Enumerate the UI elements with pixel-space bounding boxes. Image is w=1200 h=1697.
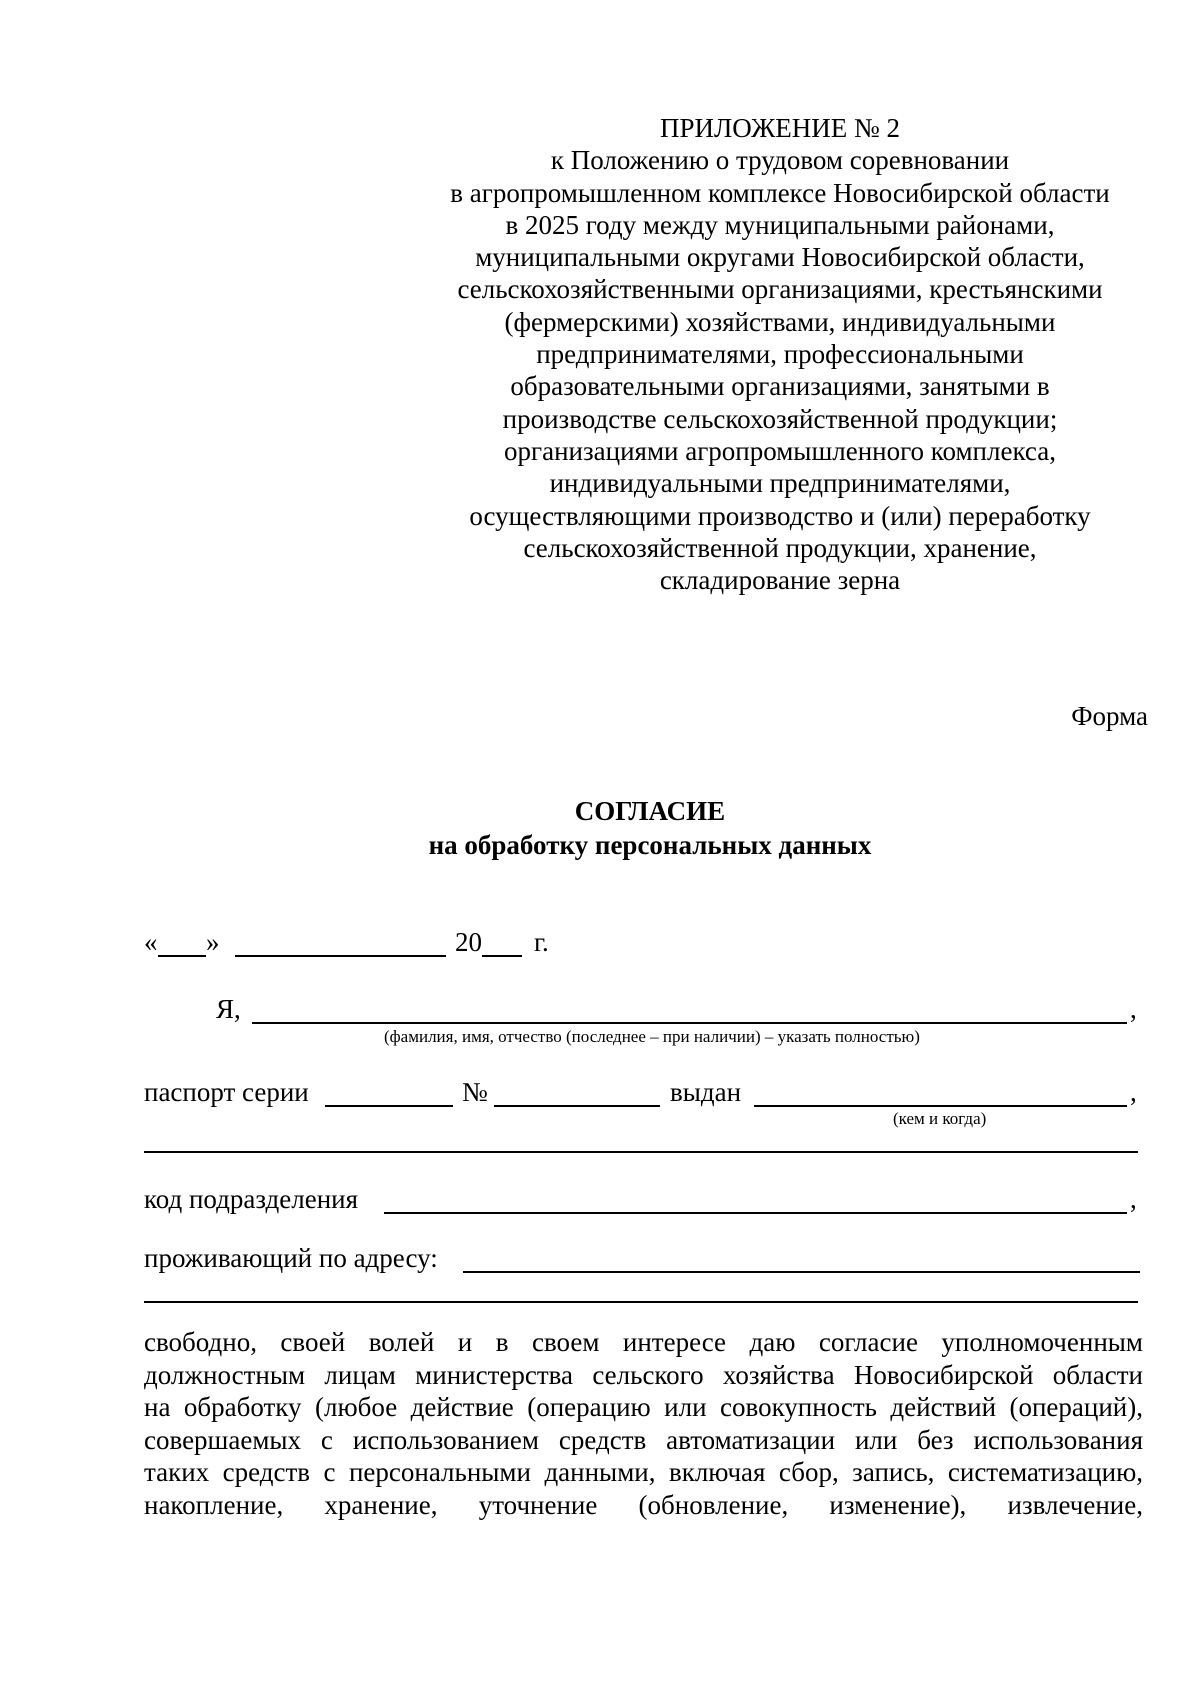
body-line: совершаемых с использованием средств автоматизации или без использования [144,1424,1143,1455]
address-field[interactable] [463,1271,1140,1273]
body-line: на обработку (любое действие (операцию или совокупность действий (операций), [144,1392,1143,1423]
consent-body [144,1326,1143,1522]
body-line: накопление, хранение, уточнение (обновление, изменение), извлечение, [144,1489,1143,1520]
appendix-header [430,112,1130,596]
appendix-line: индивидуальными предпринимателями, [549,468,1011,499]
appendix-line: предпринимателями, профессиональными [536,339,1024,370]
document-title: СОГЛАСИЕ [574,796,726,826]
appendix-line: производстве сельскохозяйственной продукции; [502,403,1058,434]
appendix-line: сельскохозяйственными организациями, крестьянскими [457,274,1103,305]
division-code-field[interactable] [384,1212,1127,1214]
date-open-quote: « [144,927,158,957]
appendix-line: в 2025 году между муниципальными районами, [505,209,1055,240]
address-continuation-field[interactable] [144,1301,1138,1303]
appendix-line: осуществляющими производство и (или) переработку [469,500,1091,531]
passport-issued-hint: (кем и когда) [893,1109,987,1128]
full-name-field[interactable] [252,1022,1127,1024]
body-line: должностным лицам министерства сельского хозяйства Новосибирской области [144,1359,1143,1390]
document-subtitle: на обработку персональных данных [428,830,872,860]
passport-number-label: № [462,1077,488,1107]
day-field[interactable] [158,955,206,957]
passport-issued-continuation-field[interactable] [144,1151,1138,1153]
passport-series-field[interactable] [325,1105,453,1107]
passport-row [144,1076,1144,1136]
name-label: Я, [216,994,241,1024]
passport-trailing-comma: , [1130,1077,1137,1107]
full-name-hint: (фамилия, имя, отчество (последнее – при наличии) – указать полностью) [384,1027,920,1046]
year-prefix: 20 [455,927,482,957]
month-field[interactable] [235,955,446,957]
year-field[interactable] [482,955,522,957]
appendix-line: образовательными организациями, занятыми в [510,371,1050,402]
body-line: свободно, своей волей и в своем интересе даю согласие уполномоченным [144,1327,1143,1357]
appendix-line: организациями агропромышленного комплекса, [504,435,1056,466]
form-label: Форма [1071,701,1148,731]
passport-series-label: паспорт серии [144,1077,309,1107]
appendix-line: складирование зерна [659,565,901,596]
division-code-label: код подразделения [144,1184,359,1214]
appendix-line: (фермерскими) хозяйствами, индивидуальными [504,306,1056,337]
date-row [144,926,1144,966]
appendix-line: ПРИЛОЖЕНИЕ № 2 [659,113,901,143]
address-label: проживающий по адресу: [144,1243,438,1273]
name-trailing-comma: , [1130,994,1137,1024]
name-row [144,993,1144,1053]
appendix-line: в агропромышленном комплексе Новосибирской области [450,177,1110,208]
appendix-line: сельскохозяйственной продукции, хранение, [523,532,1037,563]
passport-issued-label: выдан [670,1077,742,1107]
passport-number-field[interactable] [494,1105,660,1107]
appendix-line: муниципальными округами Новосибирской области, [475,242,1085,273]
year-suffix: г. [534,927,549,957]
date-close-quote: » [206,927,220,957]
address-row [144,1242,1144,1282]
appendix-line: к Положению о трудовом соревновании [550,145,1010,176]
division-trailing-comma: , [1130,1184,1137,1214]
passport-issued-field[interactable] [754,1105,1127,1107]
body-line: таких средств с персональными данными, включая сбор, запись, систематизацию, [144,1457,1143,1488]
division-code-row [144,1183,1144,1223]
